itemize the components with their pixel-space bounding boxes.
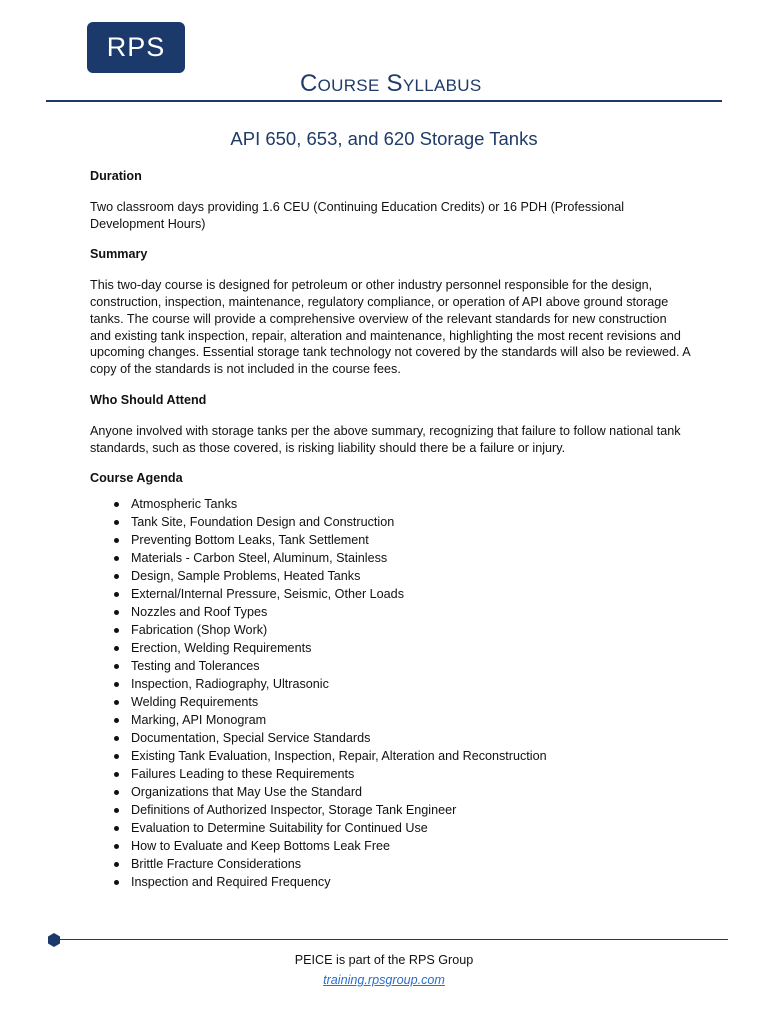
summary-text: This two-day course is designed for petroleum or other industry personnel responsible for the design, construction, inspection, maintenance, regulatory compliance, or operation of API above ground storage tanks. The course will provide a comprehensive overview of the relevant standards for new construction and existing tank inspection, repair, alteration and maintenance, highlighting the most recent revisions and upcoming changes. Essential storage tank technology not covered by the standards will also be reviewed. A copy of the standards is not included in the course fees. [90,278,690,377]
footer-link[interactable]: training.rpsgroup.com [323,973,445,987]
course-agenda-heading: Course Agenda [90,471,183,486]
agenda-item: Materials - Carbon Steel, Aluminum, Stainless [90,549,690,567]
agenda-item: External/Internal Pressure, Seismic, Other Loads [90,585,690,603]
agenda-list [90,495,690,891]
course-title: API 650, 653, and 620 Storage Tanks [230,128,538,149]
agenda-item: Testing and Tolerances [90,657,690,675]
agenda-item: Definitions of Authorized Inspector, Storage Tank Engineer [90,801,690,819]
duration-text: Two classroom days providing 1.6 CEU (Continuing Education Credits) or 16 PDH (Professional Development Hours) [90,199,625,231]
agenda-item: Existing Tank Evaluation, Inspection, Repair, Alteration and Reconstruction [90,747,690,765]
syllabus-content [90,168,690,891]
footer-text: PEICE is part of the RPS Group [294,953,474,967]
agenda-item: How to Evaluate and Keep Bottoms Leak Free [90,837,690,855]
rps-logo: RPS [87,22,185,73]
hexagon-icon [47,933,61,947]
agenda-item: Design, Sample Problems, Heated Tanks [90,567,690,585]
agenda-item: Welding Requirements [90,693,690,711]
who-should-attend-heading: Who Should Attend [90,392,207,407]
agenda-item: Evaluation to Determine Suitability for Continued Use [90,819,690,837]
agenda-item: Erection, Welding Requirements [90,639,690,657]
duration-heading: Duration [90,169,142,183]
agenda-item: Organizations that May Use the Standard [90,783,690,801]
agenda-item: Fabrication (Shop Work) [90,621,690,639]
agenda-item: Atmospheric Tanks [90,495,690,513]
summary-heading: Summary [90,247,148,262]
agenda-item: Nozzles and Roof Types [90,603,690,621]
agenda-item: Marking, API Monogram [90,711,690,729]
agenda-item: Inspection, Radiography, Ultrasonic [90,675,690,693]
who-should-attend-text: Anyone involved with storage tanks per the above summary, recognizing that failure to follow national tank standards, such as those covered, is risking liability should there be a failure or injury. [90,423,681,455]
agenda-item: Tank Site, Foundation Design and Construction [90,513,690,531]
header-divider [46,100,722,102]
footer-divider [55,939,728,940]
agenda-item: Documentation, Special Service Standards [90,729,690,747]
agenda-item: Brittle Fracture Considerations [90,855,690,873]
agenda-item: Inspection and Required Frequency [90,873,690,891]
agenda-item: Failures Leading to these Requirements [90,765,690,783]
doc-heading: Course Syllabus [300,70,482,97]
agenda-item: Preventing Bottom Leaks, Tank Settlement [90,531,690,549]
